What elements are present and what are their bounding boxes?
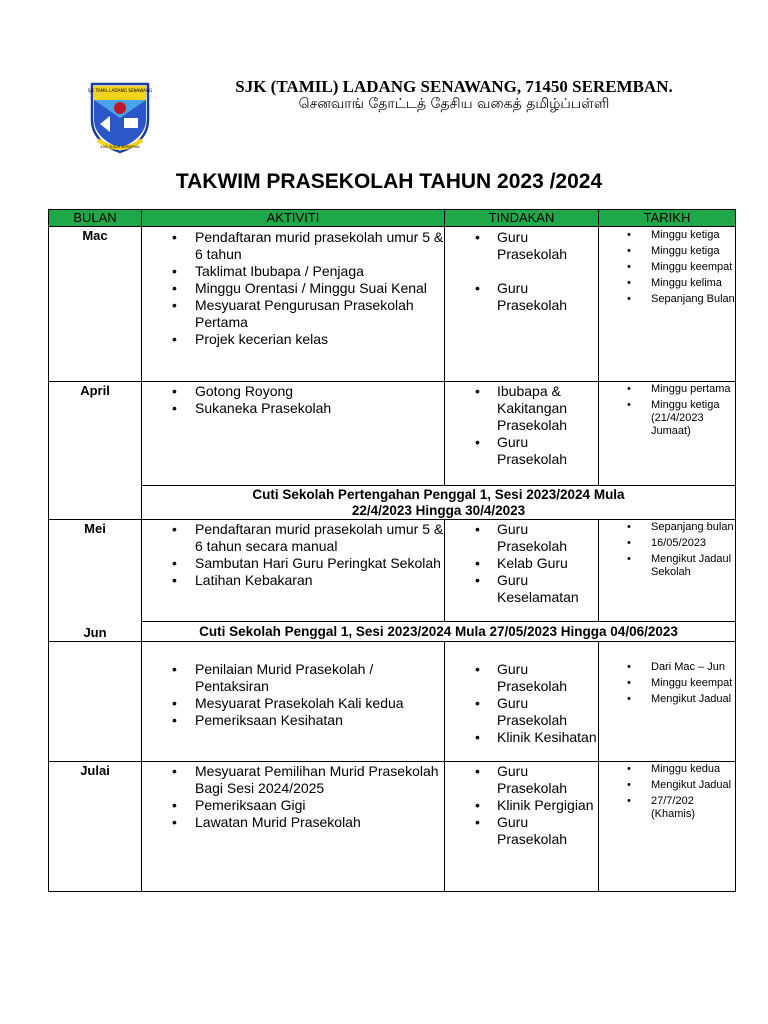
list-item: • Pendaftaran murid prasekolah umur 5 & 6 tahun [142, 229, 444, 263]
table-row-mac [49, 227, 736, 382]
list-item: • Guru Prasekolah [445, 695, 598, 729]
list-item: • 16/05/2023 [599, 537, 735, 550]
list-item: • 27/7/202 (Khamis) [599, 795, 735, 821]
list-item: • Penilaian Murid Prasekolah / Pentaksiran [142, 661, 444, 695]
list-item: • Sambutan Hari Guru Peringkat Sekolah [142, 555, 444, 572]
list-item: • Pendaftaran murid prasekolah umur 5 & 6 tahun secara manual [142, 521, 444, 555]
list-item: • Mengikut Jadual [599, 779, 735, 792]
list-item: • Guru Prasekolah [445, 521, 598, 555]
logo-motto: ILMU SULUH KEHIDUPAN [100, 145, 140, 149]
list-item: • Pemeriksaan Kesihatan [142, 712, 444, 729]
list-item: • Projek kecerian kelas [142, 331, 444, 348]
table-header-row [49, 210, 736, 227]
list-item: • Minggu keempat [599, 677, 735, 690]
list-item: • Mesyuarat Pemilihan Murid Prasekolah Bagi Sesi 2024/2025 [142, 763, 444, 797]
holiday-row-1 [49, 486, 736, 520]
month-cell: April [49, 382, 142, 520]
list-item: • Mesyuarat Prasekolah Kali kedua [142, 695, 444, 712]
list-item: • Guru Prasekolah [445, 814, 598, 848]
list-item: • Lawatan Murid Prasekolah [142, 814, 444, 831]
list-item: • Minggu keempat [599, 261, 735, 274]
list-item: • Minggu ketiga [599, 229, 735, 242]
list-item: • Dari Mac – Jun [599, 661, 735, 674]
list-item: • Guru Prasekolah [445, 434, 598, 468]
list-item: • Kelab Guru [445, 555, 598, 572]
list-item: • Taklimat Ibubapa / Penjaga [142, 263, 444, 280]
month-cell: Mei [49, 520, 142, 642]
school-name: SJK (TAMIL) LADANG SENAWANG, 71450 SEREMBAN. [235, 77, 673, 96]
list-item: • Klinik Pergigian [445, 797, 598, 814]
list-item: • Minggu Orentasi / Minggu Suai Kenal [142, 280, 444, 297]
month-cell: Mac [49, 227, 142, 382]
holiday-text-line-2: 22/4/2023 Hingga 30/4/2023 [351, 503, 526, 518]
list-item: • Guru Prasekolah [445, 229, 598, 263]
header-tarikh: TARIKH [599, 210, 736, 227]
list-item: • Minggu kedua [599, 763, 735, 776]
list-item: • Sepanjang Bulan [599, 293, 735, 306]
header-tindakan: TINDAKAN [445, 210, 599, 227]
document-title: TAKWIM PRASEKOLAH TAHUN 2023 /2024 [175, 170, 603, 193]
holiday-row-2 [49, 622, 736, 642]
list-item: • Klinik Kesihatan [445, 729, 598, 746]
header-bulan: BULAN [49, 210, 142, 227]
list-item: • Minggu ketiga [599, 245, 735, 258]
list-item: • Guru Keselamatan [445, 572, 598, 606]
month-label: Jun [83, 625, 107, 640]
table-row-jun [49, 642, 736, 762]
list-item: • Ibubapa & Kakitangan Prasekolah [445, 383, 598, 434]
month-cell [49, 625, 142, 762]
list-item: • Pemeriksaan Gigi [142, 797, 444, 814]
list-item: • Guru Prasekolah [445, 763, 598, 797]
list-item: • Minggu pertama [599, 383, 735, 396]
header-aktiviti: AKTIVITI [142, 210, 445, 227]
school-name-tamil: செனவாங் தோட்டத் தேசிய வகைத் தமிழ்ப்பள்ளி [298, 96, 610, 112]
list-item: • Minggu kelima [599, 277, 735, 290]
holiday-text-line-1: Cuti Sekolah Pertengahan Penggal 1, Sesi 2023/2024 Mula [252, 487, 625, 502]
list-item: • Mesyuarat Pengurusan Prasekolah Pertama [142, 297, 444, 331]
table-row-julai [49, 762, 736, 892]
list-item: • Mengikut Jadual [599, 693, 735, 706]
list-item: • Mengikut Jadaul Sekolah [599, 553, 735, 579]
table-row-april [49, 382, 736, 486]
calendar-table [48, 209, 736, 892]
logo-text-line: SJK TAMIL LADANG SENAWANG [88, 88, 152, 93]
table-row-mei [49, 520, 736, 622]
list-item: • Gotong Royong [142, 383, 444, 400]
list-item: • Guru Prasekolah [445, 280, 598, 314]
list-item: • Guru Prasekolah [445, 661, 598, 695]
list-item: • Sepanjang bulan [599, 521, 735, 534]
list-item: • Minggu ketiga (21/4/2023 Jumaat) [599, 399, 735, 438]
list-item: • Latihan Kebakaran [142, 572, 444, 589]
month-cell: Julai [49, 762, 142, 892]
holiday-text: Cuti Sekolah Penggal 1, Sesi 2023/2024 Mula 27/05/2023 Hingga 04/06/2023 [199, 624, 678, 639]
list-item: • Sukaneka Prasekolah [142, 400, 444, 417]
